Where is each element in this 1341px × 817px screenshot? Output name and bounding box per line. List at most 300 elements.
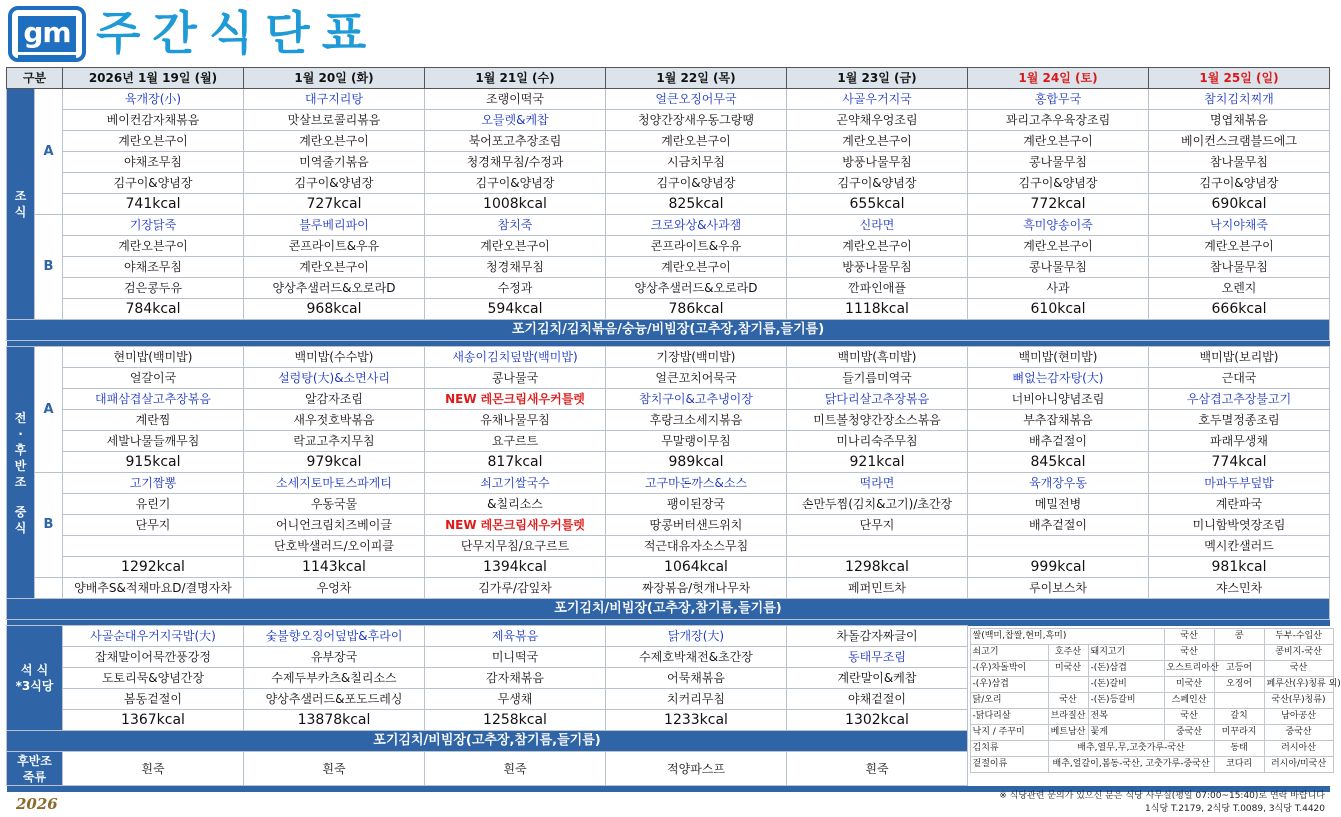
- menu-item: 김구이&양념장: [606, 173, 787, 194]
- origin-item: 돼지고기: [1088, 644, 1164, 660]
- menu-item: [425, 515, 606, 536]
- menu-item: 시금치무침: [606, 152, 787, 173]
- drink-item: 루이보스차: [968, 578, 1149, 599]
- calorie-value: 727kcal: [244, 194, 425, 215]
- menu-item: 무생채: [425, 689, 606, 710]
- drink-item: 쟈스민차: [1149, 578, 1330, 599]
- calorie-value: 786kcal: [606, 299, 787, 320]
- menu-item: 청경채무침/수정과: [425, 152, 606, 173]
- menu-item: 수정과: [425, 278, 606, 299]
- origin-country: 국산(무)칭류): [1264, 692, 1333, 708]
- calorie-value: 1233kcal: [606, 710, 787, 731]
- calorie-value: 655kcal: [787, 194, 968, 215]
- drink-item: 짜장볶음/헛개나무차: [606, 578, 787, 599]
- origin-country: 국산: [1164, 628, 1214, 644]
- lunch-a-row: [7, 347, 1330, 368]
- origin-item: 겉절이류: [970, 756, 1048, 772]
- porridge-item: 흰죽: [244, 752, 425, 786]
- menu-item: 양상추샐러드&오로라D: [606, 278, 787, 299]
- menu-item: 베이컨감자채볶음: [63, 110, 244, 131]
- origin-row: [970, 708, 1333, 724]
- calorie-value: 784kcal: [63, 299, 244, 320]
- course-label-a: A: [35, 89, 63, 215]
- logo-text: gm: [18, 16, 76, 52]
- menu-item: 콩나물무침: [968, 257, 1149, 278]
- origin-item: -닭다리살: [970, 708, 1048, 724]
- menu-item: 맛살브로콜리볶음: [244, 110, 425, 131]
- menu-item: 손만두찜(김치&고기)/초간장: [787, 494, 968, 515]
- menu-item: 콘프라이트&우유: [244, 236, 425, 257]
- menu-item: 백미밥(현미밥): [968, 347, 1149, 368]
- menu-item: 흑미양송이죽: [968, 215, 1149, 236]
- contact-note-line: ※ 식당관련 문의가 있으신 분은 식당 사무실(평일 07:00~15:40)로 연락 바랍니다: [999, 791, 1325, 801]
- menu-item: 기장밥(백미밥): [606, 347, 787, 368]
- meal-label-char: 조: [14, 474, 27, 489]
- menu-item: 계란오븐구이: [606, 131, 787, 152]
- menu-item: [968, 536, 1149, 557]
- menu-item: 들기름미역국: [787, 368, 968, 389]
- lunch-b-row: [7, 536, 1330, 557]
- menu-item: 동태무조림: [787, 647, 968, 668]
- origin-country: 중국산: [1264, 724, 1333, 740]
- menu-item: 김구이&양념장: [1149, 173, 1330, 194]
- origin-country: 미국산: [1048, 660, 1088, 676]
- menu-item: 계란파국: [1149, 494, 1330, 515]
- meal-label-char: 중: [14, 504, 27, 519]
- menu-item: &칠리소스: [425, 494, 606, 515]
- origin-item: 콩: [1214, 628, 1264, 644]
- lunch-b-kcal-row: [7, 557, 1330, 578]
- menu-item: 무말랭이무침: [606, 431, 787, 452]
- lunch-a-row: [7, 431, 1330, 452]
- origin-country: 국산: [1264, 660, 1333, 676]
- origin-country: 브라질산: [1048, 708, 1088, 724]
- menu-item: 계란오븐구이: [968, 236, 1149, 257]
- menu-item: 호두멸정종조림: [1149, 410, 1330, 431]
- origin-country: 중국산: [1164, 724, 1214, 740]
- drink-item: 양배추S&적채마요D/결명자차: [63, 578, 244, 599]
- origin-row: [970, 740, 1333, 756]
- course-label-b: B: [35, 473, 63, 578]
- calorie-value: 1298kcal: [787, 557, 968, 578]
- porridge-item: 흰죽: [63, 752, 244, 786]
- gm-logo: [8, 6, 86, 62]
- meal-label-char: 반: [14, 458, 27, 473]
- meal-label-dinner-text: 석 식: [20, 663, 49, 677]
- origin-item: 쇠고기: [970, 644, 1048, 660]
- origin-item: 고등어: [1214, 660, 1264, 676]
- menu-item: 사과: [968, 278, 1149, 299]
- menu-item: 크로와상&사과잼: [606, 215, 787, 236]
- menu-item: 후랑크소세지볶음: [606, 410, 787, 431]
- side-dish-band: 포기김치/비빔장(고추장,참기름,들기름): [7, 731, 968, 752]
- origin-country: 콩비지-국산: [1264, 644, 1333, 660]
- menu-item: 뼈없는감자탕(大): [968, 368, 1149, 389]
- menu-item: 단무지: [787, 515, 968, 536]
- lunch-a-kcal-row: [7, 452, 1330, 473]
- origin-country: 배추,열무,무,고춧가루-국산: [1048, 740, 1214, 756]
- breakfast-a-row: [7, 110, 1330, 131]
- menu-item: 계란오븐구이: [63, 131, 244, 152]
- meal-label-late: [7, 752, 63, 786]
- menu-item: 어묵채볶음: [606, 668, 787, 689]
- menu-item: 계란오븐구이: [787, 236, 968, 257]
- porridge-item: 흰죽: [425, 752, 606, 786]
- calorie-value: 1258kcal: [425, 710, 606, 731]
- menu-item: 적근대유자소스무침: [606, 536, 787, 557]
- lunch-band-row: [7, 599, 1330, 620]
- menu-item: 단무지무침/요구르트: [425, 536, 606, 557]
- meal-label-char: [7, 490, 34, 504]
- origin-country: 배추,얼갈이,봄동-국산, 고춧가루-중국산: [1048, 756, 1214, 772]
- calorie-value: 1008kcal: [425, 194, 606, 215]
- menu-item: 백미밥(수수밥): [244, 347, 425, 368]
- menu-item: 계란찜: [63, 410, 244, 431]
- menu-item: 단무지: [63, 515, 244, 536]
- origin-country: 미국산: [1164, 676, 1214, 692]
- origin-country: 국산: [1164, 708, 1214, 724]
- origin-country: 남아공산: [1264, 708, 1333, 724]
- menu-item: 계란오븐구이: [606, 257, 787, 278]
- menu-item: 참치죽: [425, 215, 606, 236]
- menu-item: 너비아니양념조림: [968, 389, 1149, 410]
- origin-item: -(돈)갈비: [1088, 676, 1164, 692]
- menu-item: 배추겉절이: [968, 515, 1149, 536]
- breakfast-a-kcal-row: [7, 194, 1330, 215]
- calorie-value: 1367kcal: [63, 710, 244, 731]
- day-header: 1월 20일 (화): [244, 68, 425, 89]
- calorie-value: 921kcal: [787, 452, 968, 473]
- lunch-a-row: [7, 368, 1330, 389]
- calorie-value: 741kcal: [63, 194, 244, 215]
- origin-item: [1214, 644, 1264, 660]
- menu-item: 청양간장새우동그랑땡: [606, 110, 787, 131]
- calorie-value: 1394kcal: [425, 557, 606, 578]
- meal-label-char: 식: [14, 520, 27, 535]
- calorie-value: 610kcal: [968, 299, 1149, 320]
- calorie-value: 845kcal: [968, 452, 1149, 473]
- menu-item: 쇠고기쌀국수: [425, 473, 606, 494]
- origin-row: [970, 660, 1333, 676]
- menu-item: 우동국물: [244, 494, 425, 515]
- new-badge: NEW: [445, 518, 477, 532]
- menu-item: 계란말이&케찹: [787, 668, 968, 689]
- calorie-value: 1064kcal: [606, 557, 787, 578]
- origin-row: [970, 756, 1333, 772]
- origin-row: [970, 724, 1333, 740]
- menu-item: 닭개장(大): [606, 626, 787, 647]
- menu-item: 신라면: [787, 215, 968, 236]
- calorie-value: 1292kcal: [63, 557, 244, 578]
- menu-item: 백미밥(보리밥): [1149, 347, 1330, 368]
- breakfast-band-row: [7, 320, 1330, 341]
- menu-item: 떡라면: [787, 473, 968, 494]
- origin-table: [970, 628, 1341, 773]
- menu-item: 콩나물국: [425, 368, 606, 389]
- menu-item: 계란오븐구이: [63, 236, 244, 257]
- menu-item: 콘프라이트&우유: [606, 236, 787, 257]
- day-header: 1월 24일 (토): [968, 68, 1149, 89]
- menu-item: 멕시칸샐러드: [1149, 536, 1330, 557]
- contact-note: [999, 790, 1325, 816]
- menu-item: 명엽채볶음: [1149, 110, 1330, 131]
- menu-item: [63, 536, 244, 557]
- menu-item: 계란오븐구이: [787, 131, 968, 152]
- meal-label-dinner: [7, 626, 63, 731]
- menu-item: 깐파인애플: [787, 278, 968, 299]
- menu-item: 얼큰오징어무국: [606, 89, 787, 110]
- origin-item: -(돈)삼겹: [1088, 660, 1164, 676]
- menu-item: 미역줄기볶음: [244, 152, 425, 173]
- meal-label-breakfast: 조 식: [7, 89, 35, 320]
- origin-row: [970, 692, 1333, 708]
- menu-item: [787, 536, 968, 557]
- menu-item: 김구이&양념장: [244, 173, 425, 194]
- menu-item: 계란오븐구이: [968, 131, 1149, 152]
- menu-item: 단호박샐러드/오이피클: [244, 536, 425, 557]
- drink-item: 김가루/감잎차: [425, 578, 606, 599]
- origin-country: 오스트리아산: [1164, 660, 1214, 676]
- menu-item: 조랭이떡국: [425, 89, 606, 110]
- menu-item: 계란오븐구이: [244, 257, 425, 278]
- origin-country: 국산: [1164, 644, 1214, 660]
- origin-country: 페루산(우)칭류 외): [1264, 676, 1333, 692]
- origin-country: [1048, 676, 1088, 692]
- menu-item: 설렁탕(大)&소면사리: [244, 368, 425, 389]
- menu-item: 고기짬뽕: [63, 473, 244, 494]
- menu-item: 고구마돈까스&소스: [606, 473, 787, 494]
- breakfast-b-row: [7, 278, 1330, 299]
- menu-item: 도토리묵&양념간장: [63, 668, 244, 689]
- calorie-value: 979kcal: [244, 452, 425, 473]
- menu-item: 오믈렛&케찹: [425, 110, 606, 131]
- menu-item: 참치구이&고추냉이장: [606, 389, 787, 410]
- origin-item: 낙지 / 주꾸미: [970, 724, 1048, 740]
- lunch-drink-row: [7, 578, 1330, 599]
- menu-item: 새송이김치덮밥(백미밥): [425, 347, 606, 368]
- menu-item: 계란오븐구이: [244, 131, 425, 152]
- menu-item: 미나리숙주무침: [787, 431, 968, 452]
- origin-item: 전복: [1088, 708, 1164, 724]
- contact-phone-line: 1식당 T.2179, 2식당 T.0089, 3식당 T.4420: [1145, 804, 1325, 814]
- breakfast-a-row: [7, 152, 1330, 173]
- calorie-value: 594kcal: [425, 299, 606, 320]
- calorie-value: 968kcal: [244, 299, 425, 320]
- menu-item: 근대국: [1149, 368, 1330, 389]
- year-mark: 2026: [16, 795, 58, 813]
- origin-row: [970, 644, 1333, 660]
- menu-item: 파래무생채: [1149, 431, 1330, 452]
- menu-item: 참치김치찌개: [1149, 89, 1330, 110]
- menu-item: 유린기: [63, 494, 244, 515]
- lunch-b-row: [7, 473, 1330, 494]
- menu-item: 숯불향오징어덮밥&후라이: [244, 626, 425, 647]
- breakfast-b-row: [7, 257, 1330, 278]
- drink-item: 페퍼민트차: [787, 578, 968, 599]
- menu-item: 방풍나물무침: [787, 257, 968, 278]
- header-label: 구분: [7, 68, 63, 89]
- menu-item: 메밀전병: [968, 494, 1149, 515]
- calorie-value: 817kcal: [425, 452, 606, 473]
- origin-item: -(우)차돌박이: [970, 660, 1048, 676]
- calorie-value: 999kcal: [968, 557, 1149, 578]
- day-header: 1월 21일 (수): [425, 68, 606, 89]
- menu-item: 검은콩두유: [63, 278, 244, 299]
- menu-item: 곤약채우엉조림: [787, 110, 968, 131]
- menu-item: 유채나물무침: [425, 410, 606, 431]
- menu-item: 봄동겉절이: [63, 689, 244, 710]
- menu-item: 소세지토마토스파게티: [244, 473, 425, 494]
- calorie-value: 13878kcal: [244, 710, 425, 731]
- menu-item-label: 레몬크림새우커틀렛: [480, 392, 585, 406]
- origin-country: 국산: [1048, 692, 1088, 708]
- menu-item: 육개장우동: [968, 473, 1149, 494]
- breakfast-a-row: [7, 173, 1330, 194]
- origin-item: 동태: [1214, 740, 1264, 756]
- menu-item: 치커리무침: [606, 689, 787, 710]
- menu-item: 유부장국: [244, 647, 425, 668]
- drink-row-label: [35, 578, 63, 599]
- menu-item: 김구이&양념장: [425, 173, 606, 194]
- page-title: 주간식단표: [96, 6, 379, 60]
- calorie-value: 1118kcal: [787, 299, 968, 320]
- breakfast-b-row: [7, 215, 1330, 236]
- origin-country: 베트남산: [1048, 724, 1088, 740]
- menu-item: 계란오븐구이: [425, 236, 606, 257]
- menu-item: 방풍나물무침: [787, 152, 968, 173]
- origin-country: 스페인산: [1164, 692, 1214, 708]
- origin-row: [970, 676, 1333, 692]
- course-label-a: A: [35, 347, 63, 473]
- table-header-row: [7, 68, 1330, 89]
- menu-item: 참나물무침: [1149, 257, 1330, 278]
- menu-item: 꽈리고추우육장조림: [968, 110, 1149, 131]
- menu-item: 대구지리탕: [244, 89, 425, 110]
- menu-item: 양상추샐러드&포도드레싱: [244, 689, 425, 710]
- menu-item: 배추겉절이: [968, 431, 1149, 452]
- menu-item-label: 레몬크림새우커틀렛: [480, 518, 585, 532]
- menu-item: 수제호박채전&초간장: [606, 647, 787, 668]
- menu-item: 차돌감자짜글이: [787, 626, 968, 647]
- day-header: 1월 25일 (일): [1149, 68, 1330, 89]
- origin-item: 꽃게: [1088, 724, 1164, 740]
- menu-item: 부추잡채볶음: [968, 410, 1149, 431]
- origin-item: 갈치: [1214, 708, 1264, 724]
- porridge-item: 적양파스프: [606, 752, 787, 786]
- calorie-value: 666kcal: [1149, 299, 1330, 320]
- menu-item: 북어포고추장조림: [425, 131, 606, 152]
- origin-item: 닭/오리: [970, 692, 1048, 708]
- menu-item: 새우젓호박볶음: [244, 410, 425, 431]
- porridge-item: 흰죽: [787, 752, 968, 786]
- origin-item: -(돈)등갈비: [1088, 692, 1164, 708]
- lunch-a-row: [7, 389, 1330, 410]
- menu-item: 수제두부카츠&칠리소스: [244, 668, 425, 689]
- drink-item: 우엉차: [244, 578, 425, 599]
- menu-item: 야채조무침: [63, 257, 244, 278]
- meal-label-late-text: 후반조: [17, 753, 52, 768]
- origin-row: [970, 628, 1333, 644]
- menu-item: 육개장(小): [63, 89, 244, 110]
- lunch-b-row: [7, 494, 1330, 515]
- menu-item: 블루베리파이: [244, 215, 425, 236]
- meal-label-lunch: [7, 347, 35, 599]
- menu-item: 대패삼겹살고추장볶음: [63, 389, 244, 410]
- menu-item: 팽이된장국: [606, 494, 787, 515]
- new-badge: NEW: [445, 392, 477, 406]
- meal-label-char: 후: [14, 442, 27, 457]
- origin-country: 두부-수입산: [1264, 628, 1333, 644]
- menu-item: 닭다리살고추장볶음: [787, 389, 968, 410]
- origin-item: 김치류: [970, 740, 1048, 756]
- menu-item: 베이컨스크램블드에그: [1149, 131, 1330, 152]
- breakfast-a-row: [7, 89, 1330, 110]
- calorie-value: 1302kcal: [787, 710, 968, 731]
- menu-item: 홍합무국: [968, 89, 1149, 110]
- calorie-value: 690kcal: [1149, 194, 1330, 215]
- menu-item: 김구이&양념장: [968, 173, 1149, 194]
- menu-item: 잡채말이어묵깐풍강정: [63, 647, 244, 668]
- menu-item: 계란오븐구이: [1149, 236, 1330, 257]
- meal-label-char: 전: [14, 410, 27, 425]
- menu-item: 야채조무침: [63, 152, 244, 173]
- menu-item: 요구르트: [425, 431, 606, 452]
- menu-item: 마파두부덮밥: [1149, 473, 1330, 494]
- menu-item: 미니함박엿장조림: [1149, 515, 1330, 536]
- menu-item: 김구이&양념장: [787, 173, 968, 194]
- day-header: 1월 22일 (목): [606, 68, 787, 89]
- menu-item: 얼갈이국: [63, 368, 244, 389]
- menu-item: 우삼겹고추장불고기: [1149, 389, 1330, 410]
- menu-item: 감자채볶음: [425, 668, 606, 689]
- breakfast-b-row: [7, 236, 1330, 257]
- day-header: 2026년 1월 19일 (월): [63, 68, 244, 89]
- calorie-value: 774kcal: [1149, 452, 1330, 473]
- day-header: 1월 23일 (금): [787, 68, 968, 89]
- menu-item: 참나물무침: [1149, 152, 1330, 173]
- page-header: [0, 0, 1333, 66]
- menu-item: 땅콩버터샌드위치: [606, 515, 787, 536]
- meal-label-char: ·: [18, 426, 23, 441]
- side-dish-band: 포기김치/김치볶음/숭늉/비빔장(고추장,참기름,들기름): [7, 320, 1330, 341]
- calorie-value: 1143kcal: [244, 557, 425, 578]
- menu-item: 어니언크림치즈베이글: [244, 515, 425, 536]
- origin-item: 쌀(백미,찹쌀,현미,흑미): [970, 628, 1164, 644]
- lunch-b-row: [7, 515, 1330, 536]
- origin-country: 러시아산: [1264, 740, 1333, 756]
- side-dish-band: 포기김치/비빔장(고추장,참기름,들기름): [7, 599, 1330, 620]
- menu-item: 야채겉절이: [787, 689, 968, 710]
- origin-item: 미꾸라지: [1214, 724, 1264, 740]
- calorie-value: 915kcal: [63, 452, 244, 473]
- calorie-value: 981kcal: [1149, 557, 1330, 578]
- menu-item: 사골순대우거지국밥(大): [63, 626, 244, 647]
- menu-item: 콩나물무침: [968, 152, 1149, 173]
- origin-item: 코다리: [1214, 756, 1264, 772]
- menu-item: 락교고추지무침: [244, 431, 425, 452]
- menu-item: 양상추샐러드&오로라D: [244, 278, 425, 299]
- menu-item: 세발나물들깨무침: [63, 431, 244, 452]
- menu-item: 김구이&양념장: [63, 173, 244, 194]
- meal-label-late-text: 죽류: [22, 769, 47, 784]
- origin-item: [1214, 692, 1264, 708]
- menu-item: 낙지야채죽: [1149, 215, 1330, 236]
- lunch-a-row: [7, 410, 1330, 431]
- meal-label-dinner-sub: *3식당: [15, 679, 54, 693]
- origin-item: 오징어: [1214, 676, 1264, 692]
- menu-item: 미니떡국: [425, 647, 606, 668]
- breakfast-b-kcal-row: [7, 299, 1330, 320]
